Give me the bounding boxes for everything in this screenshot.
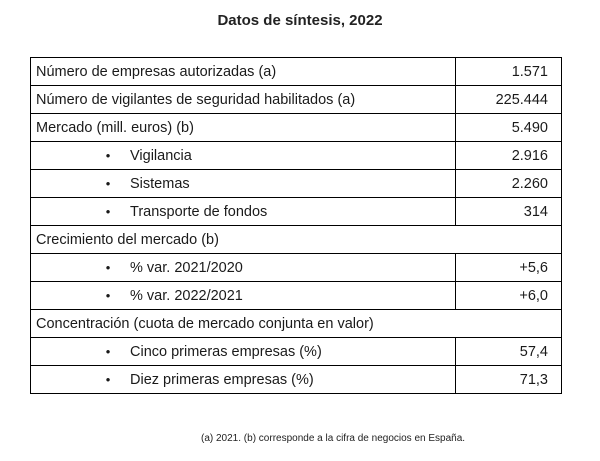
row-value: 2.260 — [456, 170, 562, 198]
bullet-icon: • — [105, 203, 111, 219]
row-label: Diez primeras empresas (%) — [130, 371, 314, 388]
bullet-icon: • — [105, 371, 111, 387]
row-value: 57,4 — [456, 338, 562, 366]
bullet-icon: • — [105, 147, 111, 163]
bullet-icon: • — [105, 259, 111, 275]
bullet-icon: • — [105, 287, 111, 303]
row-label: Mercado (mill. euros) (b) — [31, 114, 456, 142]
row-value: 2.916 — [456, 142, 562, 170]
section-label: Crecimiento del mercado (b) — [31, 226, 562, 254]
bullet-icon: • — [105, 343, 111, 359]
row-value: 314 — [456, 198, 562, 226]
row-label: Sistemas — [130, 175, 190, 192]
table-row — [31, 86, 562, 114]
row-label: % var. 2022/2021 — [130, 287, 243, 304]
table-row — [31, 170, 562, 198]
row-label: Transporte de fondos — [130, 203, 268, 220]
synthesis-table — [30, 57, 562, 394]
table-row — [31, 254, 562, 282]
row-value: 71,3 — [456, 366, 562, 394]
section-label: Concentración (cuota de mercado conjunta en valor) — [31, 310, 562, 338]
row-label: Número de vigilantes de seguridad habilitados (a) — [31, 86, 456, 114]
row-label: % var. 2021/2020 — [130, 259, 243, 276]
table-row — [31, 366, 562, 394]
row-value: 5.490 — [456, 114, 562, 142]
row-value: +5,6 — [456, 254, 562, 282]
table-row — [31, 282, 562, 310]
table-row — [31, 198, 562, 226]
row-label: Cinco primeras empresas (%) — [130, 343, 322, 360]
table-row — [31, 338, 562, 366]
table-row — [31, 58, 562, 86]
table-row — [31, 226, 562, 254]
table-row — [31, 310, 562, 338]
page-title: Datos de síntesis, 2022 — [217, 12, 383, 29]
footnote: (a) 2021. (b) corresponde a la cifra de negocios en España. — [201, 433, 466, 444]
row-value: 225.444 — [456, 86, 562, 114]
table-row — [31, 142, 562, 170]
table-row — [31, 114, 562, 142]
row-label: Vigilancia — [130, 147, 192, 164]
bullet-icon: • — [105, 175, 111, 191]
row-value: 1.571 — [456, 58, 562, 86]
row-value: +6,0 — [456, 282, 562, 310]
row-label: Número de empresas autorizadas (a) — [31, 58, 456, 86]
